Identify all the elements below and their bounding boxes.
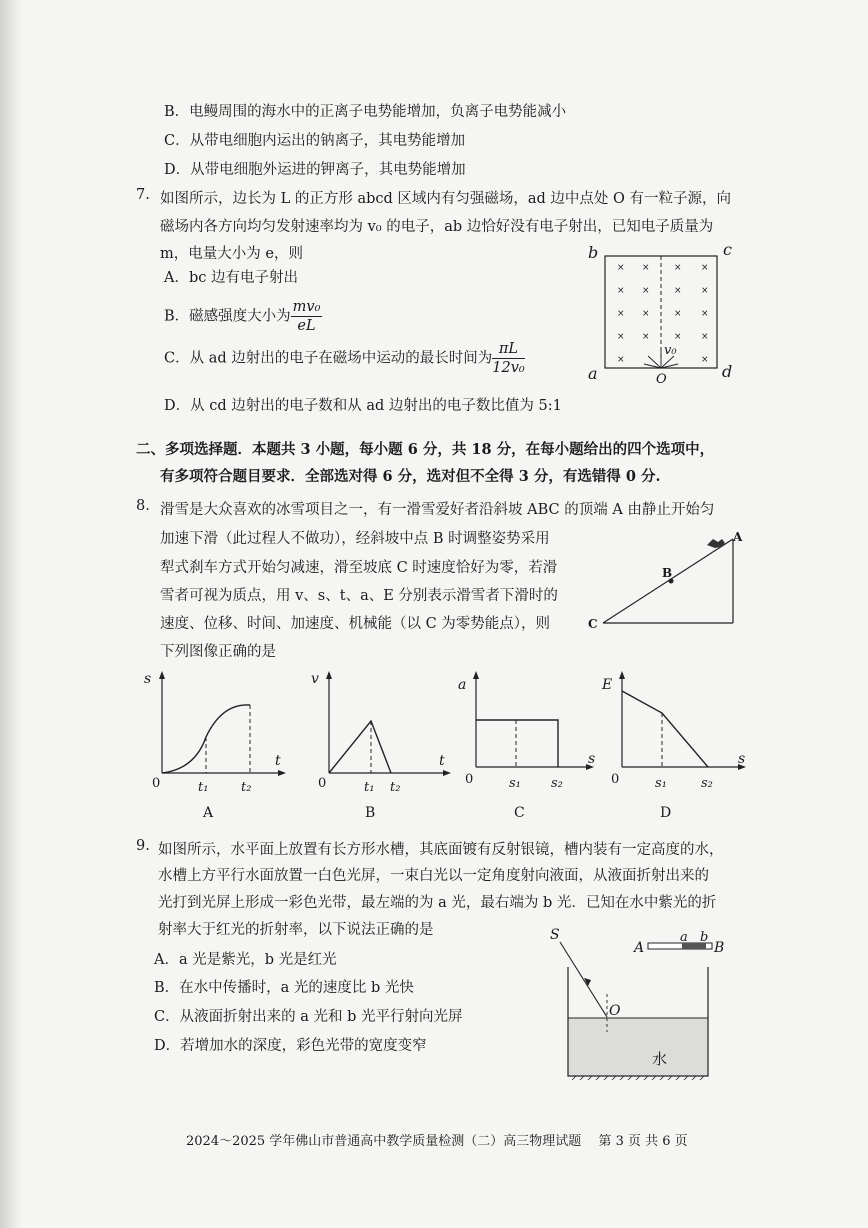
water-body [568, 1018, 708, 1076]
field-cross-mark: × [701, 263, 709, 273]
corner-b-label: b [588, 243, 599, 262]
field-cross-mark: × [617, 309, 625, 319]
slope-b-label: B [662, 566, 673, 580]
q9-option-a: A．a 光是紫光，b 光是红光 [154, 952, 337, 968]
q7-stem-line2: 磁场内各方向均匀发射速率均为 v₀ 的电子，ab 边恰好没有电子射出，已知电子质量为 [160, 219, 714, 235]
section2-header-line2: 有多项符合题目要求．全部选对得 6 分，选对但不全得 3 分，有选错得 0 分. [160, 468, 661, 485]
graph-b-caption: B [365, 805, 376, 821]
field-cross-mark: × [642, 286, 650, 296]
q9-option-c: C．从液面折射出来的 a 光和 b 光平行射向光屏 [154, 1009, 463, 1025]
graph-a-origin: 0 [152, 776, 161, 791]
q6-option-d: D．从带电细胞外运进的钾离子，其电势能增加 [164, 162, 466, 178]
field-cross-mark: × [674, 286, 682, 296]
q8-graph-a [140, 665, 290, 825]
q8-graph-b [305, 665, 455, 825]
q7-option-a: A．bc 边有电子射出 [164, 270, 298, 286]
field-cross-mark: × [617, 286, 625, 296]
band-b-label: b [700, 930, 709, 945]
slope-c-label: C [588, 617, 598, 631]
q7-option-c-prefix: C．从 ad 边射出的电子在磁场中运动的最长时间为 [164, 350, 493, 367]
q7-option-b-fraction [291, 298, 323, 335]
q7-option-c-fraction [492, 340, 524, 377]
page-footer: 2024～2025 学年佛山市普通高中教学质量检测（二）高三物理试题 第 3 页 共 6 页 [186, 1134, 688, 1149]
water-label: 水 [652, 1050, 668, 1068]
graph-b-line [329, 721, 391, 773]
graph-b-tick2: t₂ [390, 780, 401, 795]
field-crosses [617, 263, 709, 365]
corner-a-label: a [588, 364, 598, 383]
source-o-label: O [656, 372, 667, 386]
slope-incline [603, 539, 733, 623]
q9-stem-line3: 光打到光屏上形成一彩色光带，最左端的为 a 光，最右端为 b 光．已知在水中紫光的折 [158, 895, 717, 911]
q9-stem-line2: 水槽上方平行水面放置一白色光屏，一束白光以一定角度射向液面，从液面折射出来的 [158, 868, 709, 884]
graph-c-xlabel: s [588, 751, 596, 767]
graph-d-line [622, 691, 708, 767]
field-cross-mark: × [701, 332, 709, 342]
band-a-label: a [680, 930, 688, 945]
q8-graph-d [598, 665, 758, 825]
graph-d-tick1: s₁ [655, 776, 667, 791]
slope-a-label: A [733, 530, 743, 544]
field-cross-mark: × [701, 355, 709, 365]
q6-option-b: B．电鳗周围的海水中的正离子电势能增加，负离子电势能减小 [164, 104, 567, 120]
q9-option-d: D．若增加水的深度，彩色光带的宽度变窄 [154, 1038, 427, 1054]
incident-ray [560, 942, 607, 1017]
q8-slope-figure [585, 525, 745, 635]
field-cross-mark: × [642, 309, 650, 319]
graph-d-xlabel: s [738, 751, 746, 767]
q7-option-b-denominator: eL [297, 318, 316, 334]
graph-d-origin: 0 [611, 772, 620, 787]
q7-option-c [164, 340, 525, 377]
graph-b-tick1: t₁ [364, 780, 375, 795]
velocity-v0-label: v₀ [664, 343, 677, 358]
graph-c-line [476, 720, 558, 767]
graph-a-xlabel: t [275, 753, 281, 769]
corner-d-label: d [722, 362, 733, 381]
graph-c-tick1: s₁ [509, 776, 521, 791]
q8-graph-c [450, 665, 600, 825]
field-cross-mark: × [674, 332, 682, 342]
source-s-label: S [550, 927, 560, 943]
q8-stem-line2: 加速下滑（此过程人不做功），经斜坡中点 B 时调整姿势采用 [160, 531, 550, 547]
field-cross-mark: × [701, 286, 709, 296]
q6-option-c: C．从带电细胞内运出的钠离子，其电势能增加 [164, 133, 466, 149]
field-cross-mark: × [617, 355, 625, 365]
q7-stem-line1: 如图所示，边长为 L 的正方形 abcd 区域内有匀强磁场，ad 边中点处 O 有一粒子源，向 [160, 191, 732, 207]
graph-d-tick2: s₂ [701, 776, 713, 791]
skier-icon [707, 539, 725, 548]
graph-d-caption: D [660, 805, 672, 821]
graph-b-xlabel: t [439, 753, 445, 769]
section2-header-line1: 二、多项选择题．本题共 3 小题，每小题 6 分，共 18 分，在每小题给出的四个选项中， [136, 441, 715, 458]
graph-a-tick1: t₁ [198, 780, 209, 795]
graph-c-origin: 0 [465, 772, 474, 787]
q8-stem-line6: 下列图像正确的是 [160, 644, 276, 660]
q7-option-b-prefix: B．磁感强度大小为 [164, 308, 291, 325]
q8-stem-line4: 雪者可视为质点，用 v、s、t、a、E 分别表示滑雪者下滑时的 [160, 588, 558, 604]
graph-b-ylabel: v [311, 671, 319, 687]
field-cross-mark: × [642, 332, 650, 342]
point-o-label: O [609, 1003, 621, 1019]
q8-stem-line3: 犁式刹车方式开始匀减速，滑至坡底 C 时速度恰好为零，若滑 [160, 560, 558, 576]
q9-tank-figure [540, 922, 740, 1087]
graph-a-caption: A [203, 805, 214, 821]
graph-a-ylabel: s [144, 671, 152, 687]
graph-a-tick2: t₂ [241, 780, 252, 795]
graph-b-origin: 0 [318, 776, 327, 791]
field-cross-mark: × [617, 332, 625, 342]
q9-stem-line1: 如图所示，水平面上放置有长方形水槽，其底面镀有反射银镜，槽内装有一定高度的水， [158, 842, 724, 858]
field-cross-mark: × [642, 263, 650, 273]
q7-option-c-numerator: πL [492, 340, 524, 359]
graph-c-tick2: s₂ [551, 776, 563, 791]
field-cross-mark: × [674, 263, 682, 273]
q7-option-d: D．从 cd 边射出的电子数和从 ad 边射出的电子数比值为 5:1 [164, 398, 562, 414]
screen-b-label: B [714, 940, 725, 956]
q7-option-c-denominator: 12v₀ [492, 360, 525, 376]
q8-stem-line1: 滑雪是大众喜欢的冰雪项目之一，有一滑雪爱好者沿斜坡 ABC 的顶端 A 由静止开始匀 [160, 502, 715, 518]
graph-c-ylabel: a [458, 677, 467, 693]
q7-option-b-numerator: mv₀ [292, 299, 321, 315]
field-cross-mark: × [701, 309, 709, 319]
graph-d-ylabel: E [602, 677, 613, 693]
q8-number: 8. [136, 498, 150, 514]
screen-a-label: A [634, 940, 645, 956]
q8-stem-line5: 速度、位移、时间、加速度、机械能（以 C 为零势能点），则 [160, 616, 551, 632]
graph-c-caption: C [514, 805, 525, 821]
q7-option-b [164, 298, 322, 335]
corner-c-label: c [723, 240, 732, 259]
q9-option-b: B．在水中传播时，a 光的速度比 b 光快 [154, 980, 414, 996]
scan-edge-shadow [0, 0, 22, 1228]
q7-number: 7. [136, 187, 150, 203]
q9-number: 9. [136, 838, 150, 854]
q9-stem-line4: 射率大于红光的折射率，以下说法正确的是 [158, 922, 434, 938]
q7-stem-line3: m，电量大小为 e，则 [160, 246, 303, 262]
field-cross-mark: × [617, 263, 625, 273]
q7-field-figure [580, 236, 740, 386]
field-cross-mark: × [674, 309, 682, 319]
